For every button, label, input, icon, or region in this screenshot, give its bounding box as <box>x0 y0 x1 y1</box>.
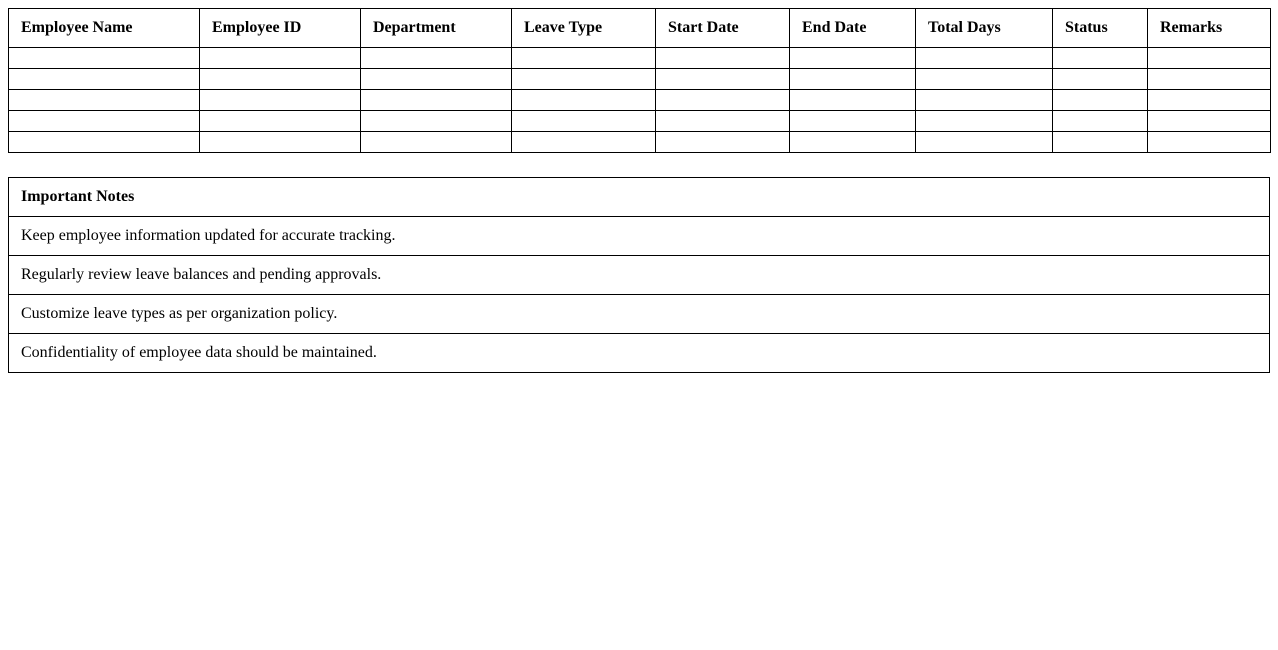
header-total-days: Total Days <box>916 9 1053 48</box>
cell-end-date[interactable] <box>790 69 916 90</box>
cell-start-date[interactable] <box>656 48 790 69</box>
cell-remarks[interactable] <box>1148 132 1271 153</box>
table-row <box>9 90 1271 111</box>
cell-status[interactable] <box>1053 90 1148 111</box>
cell-employee-id[interactable] <box>200 111 361 132</box>
cell-department[interactable] <box>361 111 512 132</box>
cell-department[interactable] <box>361 132 512 153</box>
important-notes-table <box>8 177 1270 373</box>
note-row <box>9 217 1270 256</box>
header-employee-name: Employee Name <box>9 9 200 48</box>
cell-department[interactable] <box>361 48 512 69</box>
cell-total-days[interactable] <box>916 48 1053 69</box>
cell-employee-id[interactable] <box>200 69 361 90</box>
note-row <box>9 256 1270 295</box>
note-item: Confidentiality of employee data should be maintained. <box>9 334 1270 373</box>
cell-employee-id[interactable] <box>200 48 361 69</box>
header-start-date: Start Date <box>656 9 790 48</box>
cell-employee-id[interactable] <box>200 132 361 153</box>
cell-leave-type[interactable] <box>512 132 656 153</box>
cell-status[interactable] <box>1053 111 1148 132</box>
cell-start-date[interactable] <box>656 132 790 153</box>
cell-department[interactable] <box>361 90 512 111</box>
cell-remarks[interactable] <box>1148 69 1271 90</box>
cell-end-date[interactable] <box>790 132 916 153</box>
header-leave-type: Leave Type <box>512 9 656 48</box>
cell-total-days[interactable] <box>916 111 1053 132</box>
header-end-date: End Date <box>790 9 916 48</box>
header-remarks: Remarks <box>1148 9 1271 48</box>
cell-employee-name[interactable] <box>9 69 200 90</box>
cell-employee-id[interactable] <box>200 90 361 111</box>
cell-total-days[interactable] <box>916 69 1053 90</box>
cell-status[interactable] <box>1053 48 1148 69</box>
header-employee-id: Employee ID <box>200 9 361 48</box>
cell-leave-type[interactable] <box>512 69 656 90</box>
cell-leave-type[interactable] <box>512 111 656 132</box>
cell-end-date[interactable] <box>790 111 916 132</box>
notes-title: Important Notes <box>9 178 1270 217</box>
cell-department[interactable] <box>361 69 512 90</box>
cell-status[interactable] <box>1053 69 1148 90</box>
cell-total-days[interactable] <box>916 90 1053 111</box>
cell-end-date[interactable] <box>790 48 916 69</box>
note-row <box>9 334 1270 373</box>
table-row <box>9 111 1271 132</box>
cell-start-date[interactable] <box>656 111 790 132</box>
leave-tracker-table <box>8 8 1271 153</box>
cell-remarks[interactable] <box>1148 48 1271 69</box>
cell-end-date[interactable] <box>790 90 916 111</box>
table-row <box>9 48 1271 69</box>
notes-header-row <box>9 178 1270 217</box>
cell-employee-name[interactable] <box>9 90 200 111</box>
cell-leave-type[interactable] <box>512 48 656 69</box>
note-item: Keep employee information updated for accurate tracking. <box>9 217 1270 256</box>
table-row <box>9 69 1271 90</box>
cell-employee-name[interactable] <box>9 132 200 153</box>
header-status: Status <box>1053 9 1148 48</box>
note-item: Regularly review leave balances and pending approvals. <box>9 256 1270 295</box>
cell-remarks[interactable] <box>1148 111 1271 132</box>
cell-start-date[interactable] <box>656 69 790 90</box>
header-department: Department <box>361 9 512 48</box>
cell-employee-name[interactable] <box>9 48 200 69</box>
cell-start-date[interactable] <box>656 90 790 111</box>
cell-leave-type[interactable] <box>512 90 656 111</box>
note-row <box>9 295 1270 334</box>
leave-table-body <box>9 48 1271 153</box>
cell-total-days[interactable] <box>916 132 1053 153</box>
cell-status[interactable] <box>1053 132 1148 153</box>
cell-remarks[interactable] <box>1148 90 1271 111</box>
table-row <box>9 132 1271 153</box>
note-item: Customize leave types as per organization policy. <box>9 295 1270 334</box>
table-header-row <box>9 9 1271 48</box>
cell-employee-name[interactable] <box>9 111 200 132</box>
